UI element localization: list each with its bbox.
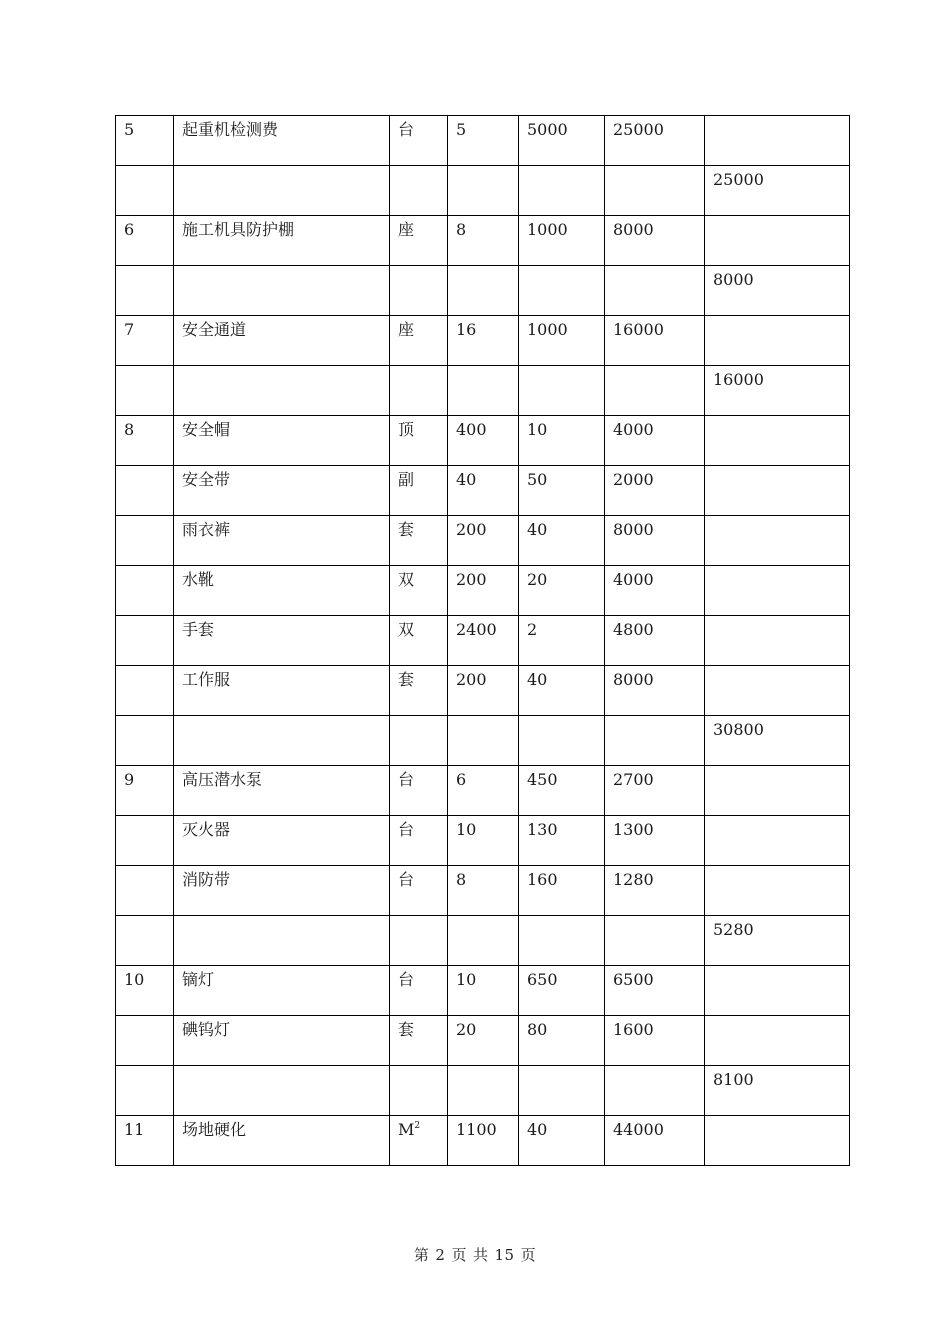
subtotal-text: 8100: [713, 1070, 754, 1089]
unit-price-text: 40: [527, 670, 548, 689]
unit-cell: [390, 766, 448, 816]
item-name-cell: [174, 766, 390, 816]
table-body: [116, 116, 850, 1166]
unit-price-text: 80: [527, 1020, 548, 1039]
table-row: [116, 466, 850, 516]
unit-price-text: 650: [527, 970, 558, 989]
item-number-cell: [116, 1066, 174, 1116]
unit-text: 座: [398, 220, 415, 239]
quantity-text: 400: [456, 420, 487, 439]
amount-cell: [605, 1016, 705, 1066]
unit-price-text: 5000: [527, 120, 568, 139]
item-name-text: 起重机检测费: [182, 120, 279, 139]
unit-text: 顶: [398, 420, 415, 439]
amount-text: 44000: [613, 1120, 664, 1139]
unit-price-cell: [519, 266, 605, 316]
subtotal-cell: [705, 566, 850, 616]
amount-cell: [605, 1116, 705, 1166]
unit-price-cell: [519, 366, 605, 416]
unit-price-cell: [519, 1016, 605, 1066]
item-name-text: 安全帽: [182, 420, 231, 439]
quantity-cell: [448, 366, 519, 416]
unit-cell: [390, 366, 448, 416]
unit-price-cell: [519, 316, 605, 366]
item-name-text: 消防带: [182, 870, 231, 889]
quantity-text: 200: [456, 570, 487, 589]
item-name-text: 灭火器: [182, 820, 231, 839]
quantity-text: 2400: [456, 620, 497, 639]
item-number-cell: [116, 966, 174, 1016]
table-row: [116, 566, 850, 616]
unit-cell: [390, 266, 448, 316]
unit-cell: [390, 516, 448, 566]
unit-price-cell: [519, 516, 605, 566]
footer-suffix: 页: [520, 1246, 537, 1264]
unit-price-text: 10: [527, 420, 548, 439]
amount-cell: [605, 516, 705, 566]
unit-cell: [390, 716, 448, 766]
table-row: [116, 366, 850, 416]
table-row: [116, 716, 850, 766]
amount-cell: [605, 266, 705, 316]
item-number-cell: [116, 866, 174, 916]
footer-total-pages: 15: [494, 1246, 515, 1264]
quantity-text: 5: [456, 120, 467, 139]
quantity-cell: [448, 766, 519, 816]
unit-cell: [390, 566, 448, 616]
amount-text: 1280: [613, 870, 654, 889]
quantity-text: 8: [456, 870, 467, 889]
item-name-cell: [174, 166, 390, 216]
subtotal-text: 16000: [713, 370, 764, 389]
subtotal-cell: [705, 116, 850, 166]
unit-cell: [390, 816, 448, 866]
quantity-cell: [448, 166, 519, 216]
unit-text: 座: [398, 320, 415, 339]
item-name-cell: [174, 1016, 390, 1066]
item-number-cell: [116, 516, 174, 566]
quantity-text: 10: [456, 820, 477, 839]
subtotal-cell: [705, 666, 850, 716]
quantity-cell: [448, 216, 519, 266]
subtotal-cell: [705, 516, 850, 566]
unit-price-text: 2: [527, 620, 538, 639]
item-number-cell: [116, 366, 174, 416]
item-name-cell: [174, 216, 390, 266]
item-name-cell: [174, 566, 390, 616]
item-name-text: 高压潜水泵: [182, 770, 263, 789]
item-number-cell: [116, 716, 174, 766]
amount-text: 1600: [613, 1020, 654, 1039]
unit-text: 台: [398, 970, 415, 989]
amount-cell: [605, 166, 705, 216]
item-name-text: 雨衣裤: [182, 520, 231, 539]
item-name-text: 场地硬化: [182, 1120, 247, 1139]
unit-price-cell: [519, 766, 605, 816]
unit-price-cell: [519, 1066, 605, 1116]
item-number-text: 11: [124, 1120, 145, 1139]
item-name-cell: [174, 466, 390, 516]
unit-price-cell: [519, 166, 605, 216]
amount-text: 8000: [613, 670, 654, 689]
table-row: [116, 166, 850, 216]
quantity-cell: [448, 416, 519, 466]
item-name-text: 安全通道: [182, 320, 247, 339]
amount-text: 16000: [613, 320, 664, 339]
item-number-text: 5: [124, 120, 135, 139]
item-number-cell: [116, 266, 174, 316]
quantity-text: 10: [456, 970, 477, 989]
quantity-text: 16: [456, 320, 477, 339]
unit-price-cell: [519, 616, 605, 666]
subtotal-cell: [705, 316, 850, 366]
item-name-text: 碘钨灯: [182, 1020, 231, 1039]
unit-price-cell: [519, 966, 605, 1016]
unit-text: M: [398, 1120, 415, 1139]
amount-cell: [605, 416, 705, 466]
unit-price-cell: [519, 916, 605, 966]
item-number-text: 10: [124, 970, 145, 989]
quantity-text: 200: [456, 520, 487, 539]
unit-cell: [390, 116, 448, 166]
table-row: [116, 966, 850, 1016]
table-row: [116, 666, 850, 716]
item-name-cell: [174, 916, 390, 966]
item-number-text: 7: [124, 320, 135, 339]
quantity-text: 20: [456, 1020, 477, 1039]
unit-superscript: 2: [414, 1121, 421, 1131]
footer-total-word: 共: [472, 1246, 489, 1264]
amount-cell: [605, 866, 705, 916]
item-name-text: 手套: [182, 620, 215, 639]
item-number-cell: [116, 1016, 174, 1066]
quantity-cell: [448, 1066, 519, 1116]
quantity-cell: [448, 616, 519, 666]
footer-prefix: 第: [413, 1246, 430, 1264]
table-row: [116, 616, 850, 666]
amount-cell: [605, 766, 705, 816]
item-number-cell: [116, 916, 174, 966]
subtotal-cell: [705, 1116, 850, 1166]
item-number-cell: [116, 416, 174, 466]
table-row: [116, 916, 850, 966]
table-row: [116, 816, 850, 866]
unit-price-cell: [519, 466, 605, 516]
quantity-cell: [448, 966, 519, 1016]
unit-cell: [390, 466, 448, 516]
table-row: [116, 1016, 850, 1066]
subtotal-text: 8000: [713, 270, 754, 289]
unit-price-text: 1000: [527, 320, 568, 339]
table-row: [116, 216, 850, 266]
amount-cell: [605, 616, 705, 666]
table-row: [116, 766, 850, 816]
subtotal-cell: [705, 366, 850, 416]
subtotal-cell: [705, 1066, 850, 1116]
subtotal-cell: [705, 1016, 850, 1066]
amount-text: 1300: [613, 820, 654, 839]
amount-cell: [605, 466, 705, 516]
unit-price-text: 50: [527, 470, 548, 489]
table-row: [116, 866, 850, 916]
unit-cell: [390, 666, 448, 716]
unit-price-cell: [519, 1116, 605, 1166]
table-row: [116, 416, 850, 466]
item-name-cell: [174, 516, 390, 566]
amount-text: 2000: [613, 470, 654, 489]
table-row: [116, 116, 850, 166]
subtotal-text: 25000: [713, 170, 764, 189]
amount-text: 8000: [613, 520, 654, 539]
subtotal-cell: [705, 166, 850, 216]
quantity-text: 1100: [456, 1120, 497, 1139]
subtotal-cell: [705, 416, 850, 466]
quantity-cell: [448, 666, 519, 716]
amount-cell: [605, 716, 705, 766]
quantity-cell: [448, 716, 519, 766]
unit-text: 双: [398, 620, 415, 639]
item-number-text: 6: [124, 220, 135, 239]
unit-text: 台: [398, 770, 415, 789]
subtotal-cell: [705, 916, 850, 966]
unit-text: 台: [398, 120, 415, 139]
unit-cell: [390, 216, 448, 266]
item-number-cell: [116, 466, 174, 516]
item-number-cell: [116, 216, 174, 266]
quantity-cell: [448, 316, 519, 366]
item-number-cell: [116, 566, 174, 616]
unit-cell: [390, 316, 448, 366]
item-number-cell: [116, 166, 174, 216]
amount-cell: [605, 316, 705, 366]
unit-cell: [390, 416, 448, 466]
unit-price-text: 130: [527, 820, 558, 839]
unit-cell: [390, 166, 448, 216]
amount-text: 25000: [613, 120, 664, 139]
subtotal-cell: [705, 616, 850, 666]
unit-cell: [390, 616, 448, 666]
unit-price-cell: [519, 866, 605, 916]
item-name-cell: [174, 716, 390, 766]
unit-text: 套: [398, 520, 415, 539]
item-name-text: 水靴: [182, 570, 215, 589]
item-name-cell: [174, 666, 390, 716]
amount-cell: [605, 666, 705, 716]
table-row: [116, 266, 850, 316]
item-name-cell: [174, 416, 390, 466]
item-number-cell: [116, 316, 174, 366]
quantity-cell: [448, 266, 519, 316]
item-name-cell: [174, 966, 390, 1016]
subtotal-text: 5280: [713, 920, 754, 939]
item-number-cell: [116, 666, 174, 716]
amount-text: 4000: [613, 420, 654, 439]
amount-cell: [605, 1066, 705, 1116]
table-row: [116, 1116, 850, 1166]
table-row: [116, 1066, 850, 1116]
unit-text: 双: [398, 570, 415, 589]
unit-price-text: 20: [527, 570, 548, 589]
unit-price-cell: [519, 566, 605, 616]
unit-cell: [390, 1016, 448, 1066]
unit-price-cell: [519, 216, 605, 266]
unit-price-cell: [519, 716, 605, 766]
item-name-cell: [174, 316, 390, 366]
amount-cell: [605, 216, 705, 266]
subtotal-cell: [705, 766, 850, 816]
unit-price-text: 450: [527, 770, 558, 789]
item-name-text: 施工机具防护棚: [182, 220, 295, 239]
unit-text: 台: [398, 820, 415, 839]
subtotal-text: 30800: [713, 720, 764, 739]
item-name-cell: [174, 1116, 390, 1166]
table-row: [116, 316, 850, 366]
quantity-text: 200: [456, 670, 487, 689]
amount-text: 8000: [613, 220, 654, 239]
amount-text: 4000: [613, 570, 654, 589]
item-number-cell: [116, 116, 174, 166]
unit-price-cell: [519, 116, 605, 166]
unit-cell: [390, 1066, 448, 1116]
subtotal-cell: [705, 466, 850, 516]
subtotal-cell: [705, 266, 850, 316]
item-name-cell: [174, 266, 390, 316]
unit-text: 套: [398, 1020, 415, 1039]
quantity-cell: [448, 1016, 519, 1066]
quantity-cell: [448, 566, 519, 616]
item-name-cell: [174, 366, 390, 416]
item-name-cell: [174, 816, 390, 866]
footer-current-page: 2: [435, 1246, 446, 1264]
quantity-cell: [448, 866, 519, 916]
quantity-cell: [448, 116, 519, 166]
quantity-text: 40: [456, 470, 477, 489]
amount-cell: [605, 916, 705, 966]
unit-price-cell: [519, 816, 605, 866]
unit-price-cell: [519, 416, 605, 466]
amount-cell: [605, 566, 705, 616]
quantity-cell: [448, 916, 519, 966]
item-name-cell: [174, 866, 390, 916]
unit-cell: [390, 916, 448, 966]
item-number-cell: [116, 1116, 174, 1166]
amount-cell: [605, 966, 705, 1016]
quantity-cell: [448, 516, 519, 566]
amount-text: 2700: [613, 770, 654, 789]
footer-page-word: 页: [451, 1246, 467, 1264]
amount-cell: [605, 816, 705, 866]
item-number-text: 9: [124, 770, 135, 789]
item-name-cell: [174, 1066, 390, 1116]
amount-cell: [605, 366, 705, 416]
item-name-text: 镝灯: [182, 970, 215, 989]
page-footer: [0, 1244, 950, 1265]
subtotal-cell: [705, 816, 850, 866]
subtotal-cell: [705, 716, 850, 766]
unit-price-text: 160: [527, 870, 558, 889]
item-number-cell: [116, 616, 174, 666]
unit-cell: [390, 866, 448, 916]
item-name-text: 安全带: [182, 470, 231, 489]
amount-text: 4800: [613, 620, 654, 639]
quantity-text: 6: [456, 770, 467, 789]
unit-text: 副: [398, 470, 415, 489]
unit-price-cell: [519, 666, 605, 716]
item-name-text: 工作服: [182, 670, 231, 689]
subtotal-cell: [705, 866, 850, 916]
subtotal-cell: [705, 216, 850, 266]
item-number-cell: [116, 816, 174, 866]
unit-price-text: 40: [527, 520, 548, 539]
item-name-cell: [174, 116, 390, 166]
quantity-cell: [448, 1116, 519, 1166]
unit-cell: [390, 1116, 448, 1166]
item-name-cell: [174, 616, 390, 666]
subtotal-cell: [705, 966, 850, 1016]
item-number-cell: [116, 766, 174, 816]
table-row: [116, 516, 850, 566]
unit-text: 套: [398, 670, 415, 689]
unit-cell: [390, 966, 448, 1016]
quantity-cell: [448, 816, 519, 866]
quantity-cell: [448, 466, 519, 516]
cost-table: [115, 115, 850, 1166]
unit-price-text: 40: [527, 1120, 548, 1139]
amount-cell: [605, 116, 705, 166]
amount-text: 6500: [613, 970, 654, 989]
quantity-text: 8: [456, 220, 467, 239]
item-number-text: 8: [124, 420, 135, 439]
unit-text: 台: [398, 870, 415, 889]
unit-price-text: 1000: [527, 220, 568, 239]
